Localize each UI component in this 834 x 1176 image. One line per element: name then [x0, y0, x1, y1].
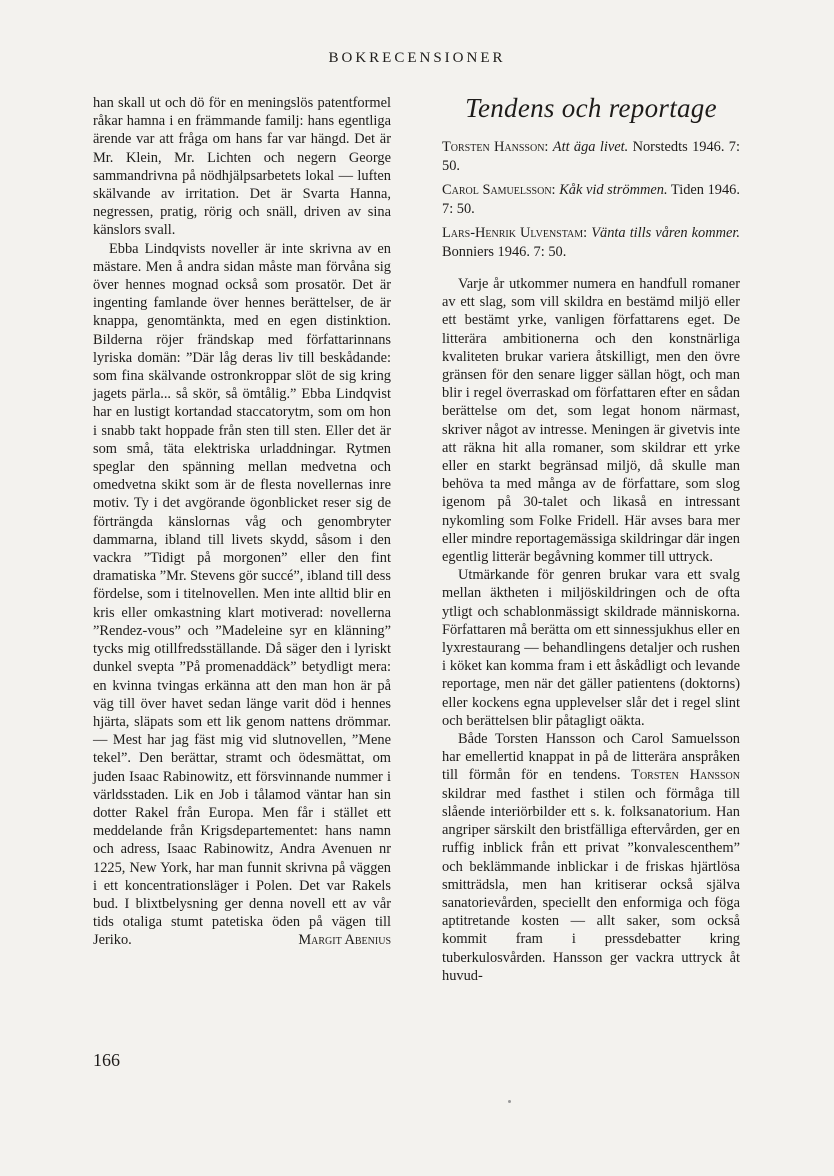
page-number: 166 [93, 1050, 120, 1070]
right-paragraph-1: Varje år utkommer numera en handfull romaner av ett slag, som vill skildra en bestämd miljö eller ett bestämt yrke, vanligen författarens eget. De litterära ambitionerna och den konstnärliga kvaliteten brukar variera åtskilligt, men den övre gränsen för den senare ligger sällan högt, och man blir i regel överraskad om författaren efter en sådan berättelse om det, som legat honom närmast, skriver något av intresse. Meningen är givetvis inte att räkna hit alla romaner, som skildrar ett yrke eller en starkt begränsad miljö, då skulle man behöva ta med många av de författare, som slog igenom på 30-talet och likaså en intressant nykomling som Folke Fridell. Här avses bara mer eller mindre reportagemässiga skildringar där ingen egentlig litterär begåvning kommer till uttryck. [442, 276, 740, 566]
left-paragraph-1: han skall ut och dö för en meningslös patentformel råkar hamna i en främmande familj: hans egentliga ärende var att fråga om hans far var hängd. Det är Mr. Klein, Mr. Lichten och negern George sammandrivna på nödhjälpsarbetets lokal — luften skälvande av irritation. Det är Svarta Hanna, negressen, pratig, rörig och snäll, driven av sina känslors svall. [93, 95, 391, 239]
right-paragraph-2: Utmärkande för genren brukar vara ett svalg mellan äktheten i miljöskildringen och de ofta ytligt och schablonmässigt skildrade människorna. Författaren må berätta om ett sinnessjukhus eller en lyxrestaurang — behandlingens detaljer och rushen i köket kan komma fram i ett åskådligt och levande reportage, men när det gäller patientens (doktorns) eller kockens egna upplevelser slår det i regel slint och berättelsen blir påtagligt oäkta. [442, 567, 740, 729]
left-paragraph-2 [93, 240, 391, 950]
review-entry-2 [442, 181, 740, 218]
review-author: Carol Samuelsson: [442, 182, 556, 198]
review-publisher: Bonniers 1946. 7: 50. [442, 243, 567, 260]
running-header: BOKRECENSIONER [328, 50, 506, 66]
review-author: Lars-Henrik Ulvenstam: [442, 225, 588, 241]
paper-speck [508, 1100, 511, 1103]
author-name-smallcaps: Torsten Hansson [631, 767, 740, 784]
review-book-title: Att äga livet. [552, 139, 629, 155]
review-book-title: Vänta tills våren kommer. [591, 225, 740, 241]
right-paragraph-3-start: Både Torsten Hansson och Carol Samuelsson har emellertid knappat in på de litterära anspråken till förmån för en tendens. [442, 731, 740, 784]
review-publisher: Norstedts 1946. 7: 50. [442, 139, 740, 174]
review-publisher: Tiden 1946. 7: 50. [442, 182, 740, 217]
right-paragraph-3-end: skildrar med fasthet i stilen och förmåga till slående interiörbilder ett s. k. folksanatorium. Han angriper särskilt den bristfälliga eftervården, ger en ruffig inblick från ett privat ”konvalescenthem” och beklämmande inblickar i de friskas hjärtlösa smitträdsla, men han kritiserar också själva sanatorievården, speciellt den enformiga och föga aptitretande kosten — allt saker, som också kommit fram i pressdebatter kring tuberkulosvården. Hansson ger vackra uttryck åt huvud- [442, 785, 740, 984]
review-book-title: Kåk vid strömmen. [559, 182, 668, 198]
left-paragraph-2-text: Ebba Lindqvists noveller är inte skrivna av en mästare. Men å andra sidan måste man förvåna sig över hennes mognad också som prosatör. Det är ingenting famlande över hennes berättelser, de är knappa, genomtänkta, med en egen distinktion. Bilderna röjer frändskap med författarinnans lyriska domän: ”Där låg deras liv till beskådande: som fina skälvande ostronkroppar slöt de sig kring jagets pärla... så skör, så ömtålig.” Ebba Lindqvist har en lustigt kortandad staccatorytm, som om hon i snabb takt hoppade från sten till sten. Eller det är som små, täta elektriska urladdningar. Rytmen speglar den spänning mellan medvetna och omedvetna skikt som är de flesta novellernas inre motiv. Ty i det avgörande ögonblicket reser sig de förträngda känslornas våg och genombryter dammarna, ibland till livets skydd, såsom i den vackra ”Tidigt på morgonen” eller den fint dramatiska ”Mr. Stevens gör succé”, ibland till dess fördelse, som i titelnovellen. Men inte alltid blir en kris eller omkastning klart motiverad: novellerna ”Rendez-vous” och ”Madeleine syr en klänning” tycks mig otillfredsställande. Då säger den i lyriskt dunkel svepta ”På promenaddäck” betydligt mera: en kvinna tvingas erkänna att den man hon är på väg till över havet sedan länge varit död i hennes hjärta, släpats som ett lik genom nattens drömmar. — Mest har jag fäst mig vid slutnovellen, ”Mene tekel”. Den berättar, stramt och ödesmättat, om juden Isaac Rabinowitz, ett försvinnande nummer i världsstaden. Lik en Job i tålamod väntar han sin dotter Rakel från Europa. Men får i stället ett meddelande från Krigsdepartementet: hans namn och adress, Isaac Rabinowitz, Andra Avenuen nr 1225, New York, har man funnit skrivna på väggen i ett koncentrationsläger i Polen. Det var Rakels bud. I blixtbelysning ger denna novell ett av vår tids otaliga stumt patetiska öden på vägen till Jeriko. [93, 240, 391, 949]
article-title: Tendens och reportage [465, 93, 717, 123]
review-entry-3 [442, 224, 740, 261]
left-column [93, 94, 391, 950]
review-author: Torsten Hansson: [442, 139, 549, 155]
right-column [442, 92, 740, 985]
right-paragraph-3 [442, 730, 740, 985]
reviewer-signature: Margit Abenius [298, 932, 391, 949]
review-entry-1 [442, 138, 740, 175]
